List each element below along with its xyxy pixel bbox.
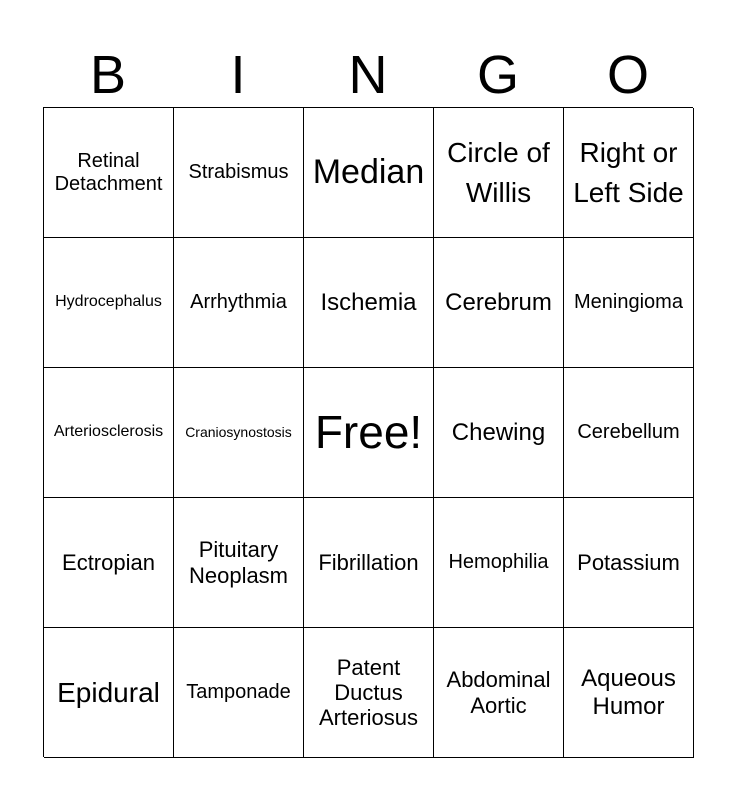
bingo-cell-free[interactable]: [304, 368, 434, 498]
free-space-label: Free!: [314, 406, 423, 459]
cell-label: Retinal Detachment: [54, 149, 163, 195]
cell-label: Tamponade: [186, 681, 291, 703]
cell-label: Abdominal Aortic: [446, 667, 551, 718]
cell-label: Median: [312, 152, 425, 191]
bingo-cell-r1c5[interactable]: [564, 108, 694, 238]
bingo-cell-r3c5[interactable]: [564, 368, 694, 498]
cell-label: Right or Left Side: [573, 137, 684, 208]
cell-label: Fibrillation: [318, 549, 419, 575]
bingo-cell-r4c3[interactable]: [304, 498, 434, 628]
header-letter-n: N: [348, 45, 388, 105]
bingo-cell-r5c1[interactable]: [44, 628, 174, 758]
bingo-cell-r3c2[interactable]: [174, 368, 304, 498]
cell-label: Strabismus: [188, 161, 289, 183]
cell-label: Chewing: [451, 418, 546, 446]
header-letter-i: I: [230, 45, 246, 105]
cell-label: Circle of Willis: [447, 137, 550, 208]
cell-label: Arrhythmia: [190, 291, 287, 313]
cell-label: Cerebellum: [577, 421, 680, 443]
cell-label: Aqueous Humor: [581, 664, 676, 720]
cell-label: Cerebrum: [445, 288, 552, 316]
cell-label: Craniosynostosis: [185, 424, 292, 441]
cell-label: Pituitary Neoplasm: [188, 537, 289, 588]
bingo-cell-r4c5[interactable]: [564, 498, 694, 628]
cell-label: Hemophilia: [448, 551, 549, 573]
bingo-cell-r2c3[interactable]: [304, 238, 434, 368]
bingo-cell-r4c2[interactable]: [174, 498, 304, 628]
bingo-cell-r3c1[interactable]: [44, 368, 174, 498]
cell-label: Patent Ductus Arteriosus: [318, 654, 419, 731]
bingo-cell-r1c4[interactable]: [434, 108, 564, 238]
header-letter-g: G: [476, 45, 519, 105]
bingo-cell-r1c1[interactable]: [44, 108, 174, 238]
bingo-cell-r2c5[interactable]: [564, 238, 694, 368]
bingo-cell-r3c4[interactable]: [434, 368, 564, 498]
cell-label: Hydrocephalus: [55, 293, 162, 311]
bingo-card-grid: [43, 107, 693, 757]
cell-label: Potassium: [577, 549, 680, 575]
header-letter-o: O: [606, 45, 649, 105]
bingo-cell-r1c2[interactable]: [174, 108, 304, 238]
bingo-cell-r5c3[interactable]: [304, 628, 434, 758]
bingo-cell-r5c2[interactable]: [174, 628, 304, 758]
bingo-cell-r1c3[interactable]: [304, 108, 434, 238]
cell-label: Arteriosclerosis: [53, 423, 164, 441]
cell-label: Ischemia: [320, 288, 417, 316]
bingo-cell-r5c4[interactable]: [434, 628, 564, 758]
bingo-cell-r4c1[interactable]: [44, 498, 174, 628]
bingo-cell-r2c4[interactable]: [434, 238, 564, 368]
bingo-cell-r2c1[interactable]: [44, 238, 174, 368]
bingo-cell-r5c5[interactable]: [564, 628, 694, 758]
bingo-cell-r4c4[interactable]: [434, 498, 564, 628]
cell-label: Ectropian: [62, 549, 155, 575]
bingo-cell-r2c2[interactable]: [174, 238, 304, 368]
cell-label: Epidural: [57, 676, 160, 708]
header-letter-b: B: [89, 45, 127, 105]
bingo-header: [43, 44, 693, 106]
cell-label: Meningioma: [574, 291, 683, 313]
